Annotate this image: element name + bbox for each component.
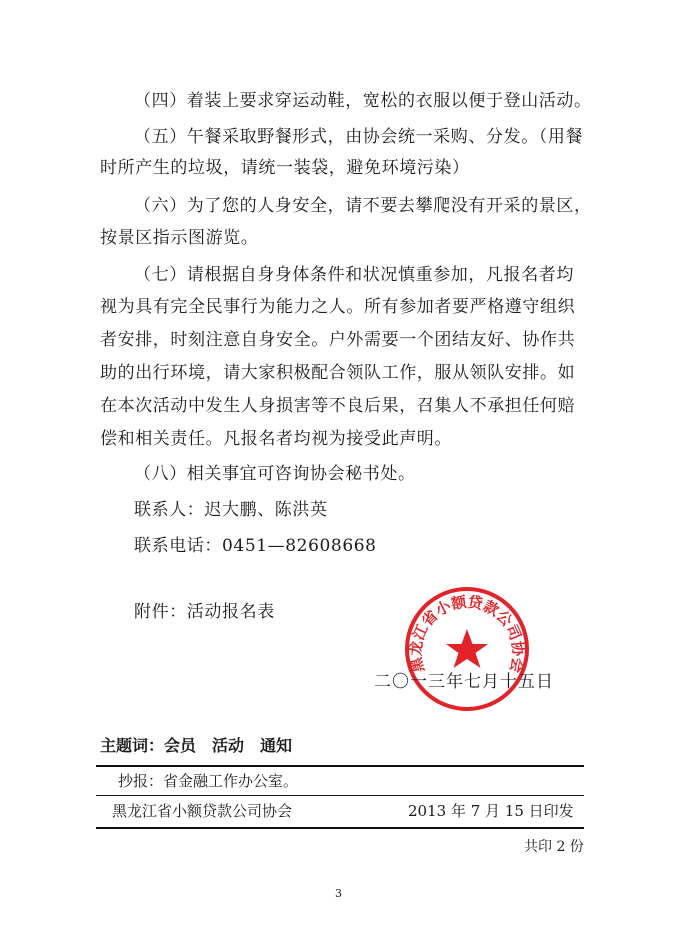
- divider: [96, 827, 584, 829]
- body-line: （四）着装上要求穿运动鞋，宽松的衣服以便于登山活动。: [134, 91, 592, 111]
- page-number: 3: [335, 887, 342, 900]
- seal-text-path: 黑龙江省小额贷款公司协会: [406, 592, 528, 675]
- contact-phone: 联系电话：0451—82608668: [134, 536, 377, 556]
- official-seal-icon: [402, 584, 532, 714]
- body-line: 助的出行环境，请大家积极配合领队工作，服从领队安排。如: [100, 363, 576, 383]
- body-line: （五）午餐采取野餐形式，由协会统一采购、分发。（用餐: [134, 127, 584, 147]
- body-line: （七）请根据自身身体条件和状况慎重参加，凡报名者均: [134, 265, 574, 285]
- body-line: （八）相关事宜可咨询协会秘书处。: [134, 464, 416, 484]
- print-date: 2013 年 7 月 15 日印发: [408, 802, 574, 820]
- divider: [96, 795, 584, 796]
- subject-words: 主题词：会员 活动 通知: [100, 736, 293, 755]
- document-date: 二〇一三年七月十五日: [374, 672, 554, 692]
- issuer: 黑龙江省小额贷款公司协会: [112, 802, 293, 820]
- body-line: 时所产生的垃圾，请统一装袋，避免环境污染）: [100, 158, 470, 178]
- body-line: 视为具有完全民事行为能力之人。所有参加者要严格遵守组织: [100, 297, 576, 317]
- body-line: 偿和相关责任。凡报名者均视为接受此声明。: [100, 429, 452, 449]
- body-line: 按景区指示图游览。: [100, 228, 259, 248]
- contact-person: 联系人：迟大鹏、陈洪英: [134, 500, 328, 520]
- body-line: 在本次活动中发生人身损害等不良后果，召集人不承担任何赔: [100, 396, 576, 416]
- body-line: 者安排，时刻注意自身安全。户外需要一个团结友好、协作共: [100, 330, 576, 350]
- attachment-note: 附件：活动报名表: [134, 602, 275, 622]
- copies-count: 共印 2 份: [524, 839, 584, 855]
- cc-line: 抄报：省金融工作办公室。: [118, 772, 299, 790]
- divider: [96, 765, 584, 767]
- body-line: （六）为了您的人身安全，请不要去攀爬没有开采的景区，: [134, 196, 592, 216]
